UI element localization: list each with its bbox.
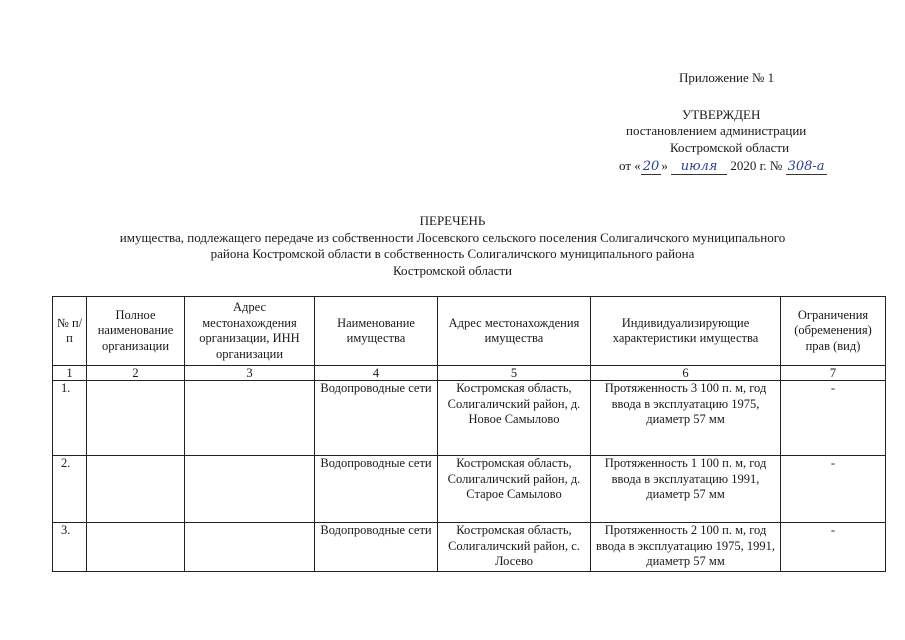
column-number: 6	[591, 366, 781, 381]
column-header-property-name: Наименование имущества	[315, 297, 438, 366]
approval-line-1: постановлением администрации	[626, 123, 807, 138]
column-number: 3	[185, 366, 315, 381]
list-heading: ПЕРЕЧЕНЬ	[419, 213, 486, 228]
property-name-cell: Водопроводные сети	[315, 523, 438, 572]
appendix-label: Приложение № 1	[679, 70, 775, 85]
column-header-property-address: Адрес местонахождения имущества	[438, 297, 591, 366]
property-name-cell: Водопроводные сети	[315, 381, 438, 456]
column-number: 4	[315, 366, 438, 381]
date-mid: »	[661, 158, 668, 173]
table-row	[53, 456, 886, 523]
table-row	[53, 381, 886, 456]
title-line-3: Костромской области	[392, 262, 513, 278]
column-header-restrictions: Ограничения (обременения) прав (вид)	[781, 297, 886, 366]
column-header-characteristics: Индивидуализирующие характеристики имущества	[591, 297, 781, 366]
date-prefix: от «	[619, 158, 641, 173]
date-day-handwritten: 20	[642, 159, 660, 174]
title-line-2: района Костромской области в собственность Солигаличского муниципального района	[210, 246, 695, 261]
characteristics-cell: Протяженность 2 100 п. м, год ввода в эксплуатацию 1975, 1991, диаметр 57 мм	[591, 523, 781, 572]
org-address-cell	[185, 456, 315, 523]
column-header-num: № п/п	[53, 297, 87, 366]
property-table	[52, 296, 886, 572]
date-month-handwritten: июля	[671, 160, 727, 175]
org-name-cell	[87, 381, 185, 456]
restrictions-cell: -	[781, 523, 886, 572]
property-name-cell: Водопроводные сети	[315, 456, 438, 523]
org-name-cell	[87, 523, 185, 572]
column-number: 5	[438, 366, 591, 381]
column-number: 1	[53, 366, 87, 381]
date-year: 2020 г. №	[730, 158, 783, 173]
row-number: 3.	[53, 523, 87, 572]
org-address-cell	[185, 381, 315, 456]
row-number: 1.	[53, 381, 87, 456]
org-address-cell	[185, 523, 315, 572]
org-name-cell	[87, 456, 185, 523]
title-line-1: имущества, подлежащего передаче из собственности Лосевского сельского поселения Солигаличского муниципального	[119, 229, 786, 245]
approval-line-2: Костромской области	[670, 140, 790, 155]
characteristics-cell: Протяженность 1 100 п. м, год ввода в эксплуатацию 1991, диаметр 57 мм	[591, 456, 781, 523]
property-address-cell: Костромская область, Солигаличский район, д. Старое Самылово	[438, 456, 591, 523]
title-block	[0, 213, 905, 279]
column-header-org-address: Адрес местонахождения организации, ИНН организации	[185, 297, 315, 366]
column-numbers-row	[53, 366, 886, 381]
column-number: 7	[781, 366, 886, 381]
column-number: 2	[87, 366, 185, 381]
table-header-row	[53, 297, 886, 366]
characteristics-cell: Протяженность 3 100 п. м, год ввода в эксплуатацию 1975, диаметр 57 мм	[591, 381, 781, 456]
property-address-cell: Костромская область, Солигаличский район, с. Лосево	[438, 523, 591, 572]
approved-label: УТВЕРЖДЕН	[682, 107, 761, 122]
column-header-org-name: Полное наименование организации	[87, 297, 185, 366]
restrictions-cell: -	[781, 456, 886, 523]
approval-date-line	[619, 158, 827, 175]
row-number: 2.	[53, 456, 87, 523]
doc-number-handwritten: 308-а	[787, 159, 825, 174]
restrictions-cell: -	[781, 381, 886, 456]
table-row	[53, 523, 886, 572]
property-address-cell: Костромская область, Солигаличский район, д. Новое Самылово	[438, 381, 591, 456]
